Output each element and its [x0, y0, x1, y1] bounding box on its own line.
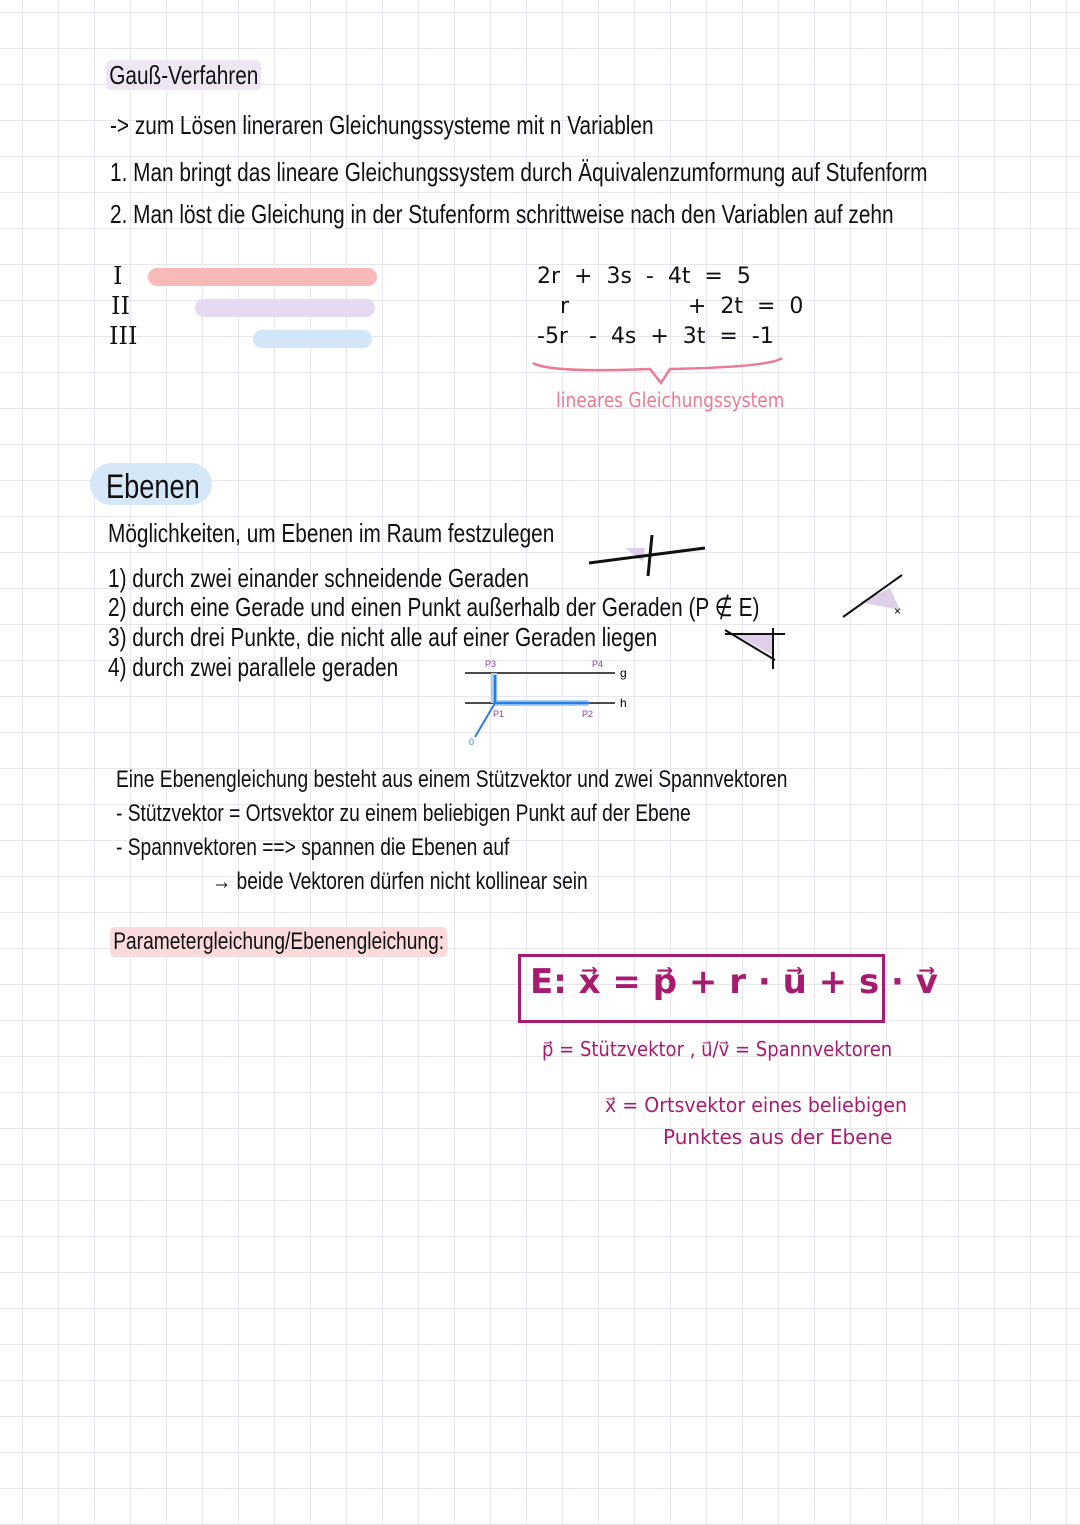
equation-3: -5r - 4s + 3t = -1 — [537, 324, 774, 349]
ebenen-item-4: 4) durch zwei parallele geraden — [108, 652, 399, 682]
parallel-lines-diagram — [460, 655, 640, 750]
brace-label: lineares Gleichungssystem — [556, 388, 785, 412]
formula-legend-2: x⃗ = Ortsvektor eines beliebigen — [605, 1093, 907, 1117]
label-origin: 0 — [469, 737, 475, 747]
roman-3: III — [109, 322, 138, 350]
gauss-title: Gauß-Verfahren — [106, 60, 262, 90]
formula-legend-3: Punktes aus der Ebene — [663, 1125, 893, 1149]
label-p4: P4 — [592, 659, 604, 669]
gauss-step-2: 2. Man löst die Gleichung in der Stufenform schrittweise nach den Variablen auf zehn — [110, 199, 894, 229]
row-2-bar — [195, 299, 375, 317]
line-and-point-diagram — [840, 570, 910, 620]
ebenen-title: Ebenen — [106, 468, 200, 506]
label-p3: P3 — [485, 659, 497, 669]
equation-2: r + 2t = 0 — [560, 294, 804, 319]
equation-1: 2r + 3s - 4t = 5 — [537, 264, 751, 289]
ebenen-item-1: 1) durch zwei einander schneidende Geraden — [108, 563, 529, 593]
svg-text:×: × — [894, 604, 902, 618]
roman-2: II — [111, 292, 130, 320]
bullet-spannvektoren: - Spannvektoren ==> spannen die Ebenen auf — [116, 834, 510, 861]
ebenen-item-3: 3) durch drei Punkte, die nicht alle auf einer Geraden liegen — [108, 622, 658, 652]
gauss-step-1: 1. Man bringt das lineare Gleichungssystem durch Äquivalenzumformung auf Stufenform — [110, 157, 928, 187]
collinear-note: → beide Vektoren dürfen nicht kollinear sein — [212, 868, 588, 895]
roman-1: I — [113, 262, 123, 290]
row-3-bar — [253, 330, 372, 348]
row-1-bar — [148, 268, 377, 286]
intersecting-lines-diagram — [585, 530, 725, 580]
param-heading: Parametergleichung/Ebenengleichung: — [110, 927, 447, 957]
gauss-subtitle: -> zum Lösen lineraren Gleichungssysteme mit n Variablen — [110, 110, 654, 140]
definition: Eine Ebenengleichung besteht aus einem Stützvektor und zwei Spannvektoren — [116, 766, 788, 793]
ebenen-intro: Möglichkeiten, um Ebenen im Raum festzulegen — [108, 518, 555, 548]
label-h: h — [620, 696, 627, 710]
label-g: g — [620, 666, 627, 680]
brace-icon — [530, 355, 790, 390]
formula-legend-1: p⃗ = Stützvektor , u⃗/v⃗ = Spannvektoren — [542, 1037, 893, 1061]
label-p2: P2 — [582, 709, 594, 719]
bullet-stuetzvektor: - Stützvektor = Ortsvektor zu einem beliebigen Punkt auf der Ebene — [116, 800, 691, 827]
three-points-diagram — [720, 625, 790, 670]
ebenen-item-2: 2) durch eine Gerade und einen Punkt außerhalb der Geraden (P ∉ E) — [108, 592, 760, 622]
plane-formula: E: x⃗ = p⃗ + r · u⃗ + s · v⃗ — [530, 962, 938, 1002]
label-p1: P1 — [493, 709, 505, 719]
